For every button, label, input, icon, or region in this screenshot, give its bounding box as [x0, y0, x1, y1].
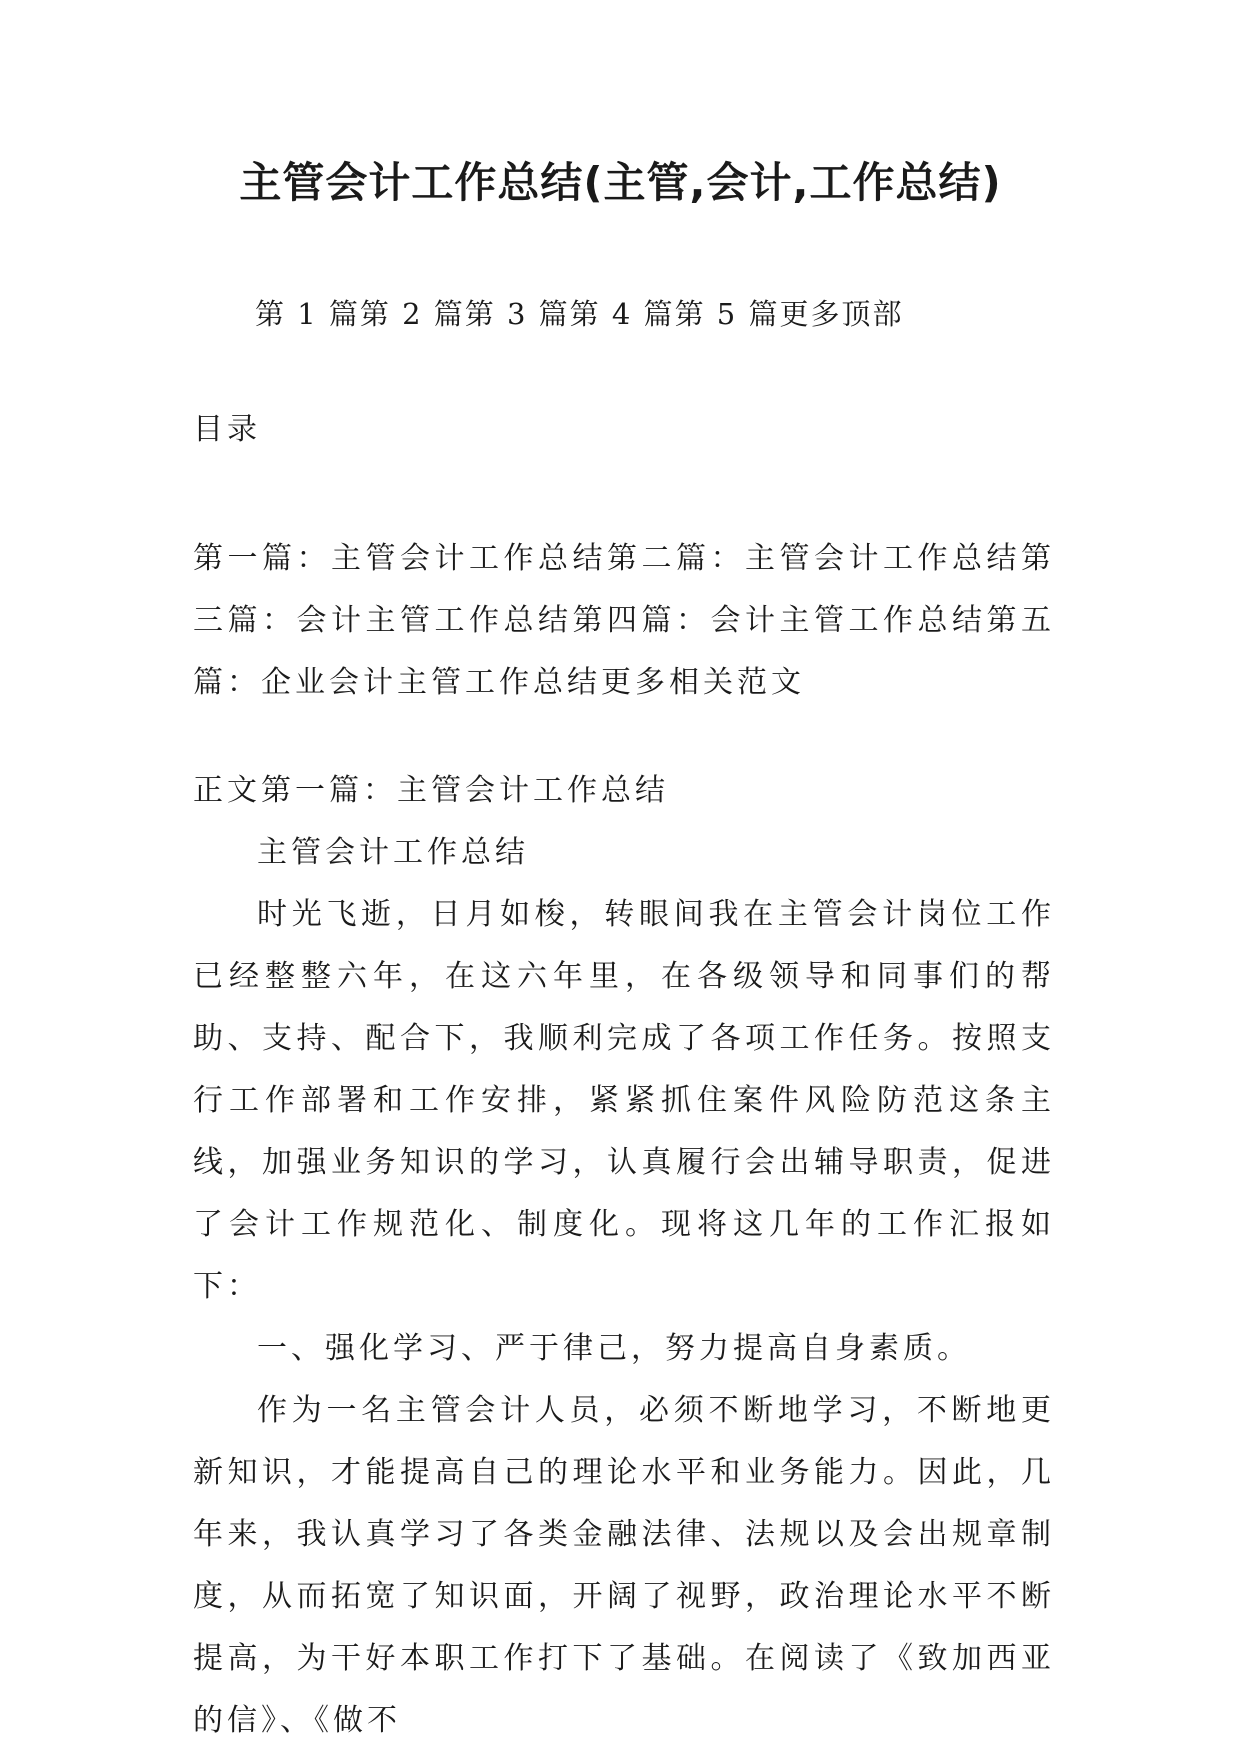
- nav-link-article-4[interactable]: 第 4 篇: [569, 297, 675, 331]
- toc-list: [193, 528, 1055, 714]
- toc-item-4[interactable]: 第四篇：会计主管工作总结: [572, 603, 987, 638]
- toc-item-5[interactable]: 第五篇：企业会计主管工作总结: [193, 603, 1055, 700]
- section-heading: 正文第一篇：主管会计工作总结: [193, 773, 669, 808]
- toc-item-2[interactable]: 第二篇：主管会计工作总结: [607, 541, 1021, 576]
- section-point: 一、强化学习、严于律己，努力提高自身素质。: [257, 1331, 971, 1366]
- toc-item-more[interactable]: 更多相关范文: [601, 665, 805, 700]
- toc-item-1[interactable]: 第一篇：主管会计工作总结: [193, 541, 607, 576]
- article-nav: [255, 294, 903, 334]
- nav-link-article-5[interactable]: 第 5 篇: [674, 297, 780, 331]
- article-body: [193, 760, 1055, 1752]
- document-title: 主管会计工作总结(主管,会计,工作总结): [239, 158, 1002, 207]
- toc-heading: 目录: [193, 412, 261, 447]
- paragraph: 时光飞逝，日月如梭，转眼间我在主管会计岗位工作已经整整六年，在这六年里，在各级领导和同事们的帮助、支持、配合下，我顺利完成了各项工作任务。按照支行工作部署和工作安排，紧紧抓住案件风险防范这条主线，加强业务知识的学习，认真履行会出辅导职责，促进了会计工作规范化、制度化。现将这几年的工作汇报如下：: [193, 897, 1055, 1304]
- paragraph: 作为一名主管会计人员，必须不断地学习，不断地更新知识，才能提高自己的理论水平和业务能力。因此，几年来，我认真学习了各类金融法律、法规以及会出规章制度，从而拓宽了知识面，开阔了视野，政治理论水平不断提高，为干好本职工作打下了基础。在阅读了《致加西亚的信》、《做不: [193, 1393, 1055, 1738]
- article-subtitle: 主管会计工作总结: [257, 835, 529, 870]
- toc-item-3[interactable]: 第三篇：会计主管工作总结: [193, 541, 1055, 638]
- nav-link-more[interactable]: 更多: [779, 297, 842, 331]
- nav-link-top[interactable]: 顶部: [841, 297, 904, 331]
- nav-link-article-3[interactable]: 第 3 篇: [464, 297, 570, 331]
- nav-link-article-2[interactable]: 第 2 篇: [359, 297, 465, 331]
- nav-link-article-1[interactable]: 第 1 篇: [255, 297, 360, 331]
